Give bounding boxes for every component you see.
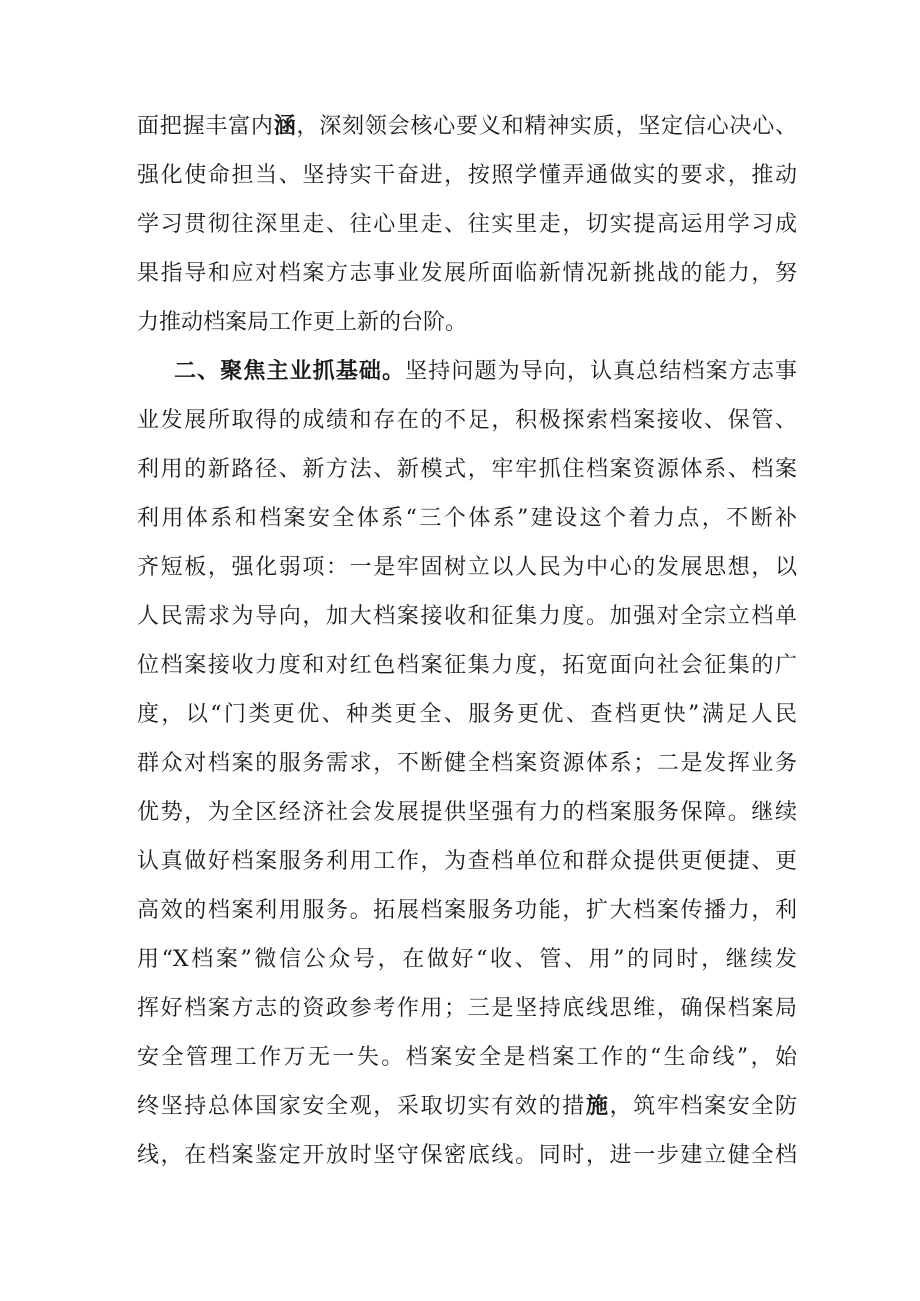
- text-line: [137, 107, 797, 147]
- bold-char: 涵: [273, 114, 297, 139]
- text-line: 强化使命担当、坚持实干奋进，按照学懂弄通做实的要求，推动: [137, 163, 797, 188]
- section-heading: 二、聚焦主业抓基础。: [174, 359, 406, 384]
- text-line: 人民需求为导向，加大档案接收和征集力度。加强对全宗立档单: [137, 604, 797, 629]
- text-segment: 坚持问题为导向，认真总结档案方志事: [405, 359, 797, 384]
- text-segment: 面把握丰富内: [137, 114, 274, 139]
- text-line: 利用的新路径、新方法、新模式，牢牢抓住档案资源体系、档案: [137, 457, 797, 482]
- text-line: 学习贯彻往深里走、往心里走、往实里走，切实提高运用学习成: [137, 212, 797, 237]
- bold-char: 施: [585, 1094, 610, 1119]
- text-line: 利用体系和档案安全体系“三个体系”建设这个着力点，不断补: [137, 506, 797, 531]
- text-line: 力推动档案局工作更上新的台阶。: [137, 310, 468, 335]
- text-segment: ，深刻领会核心要义和精神实质，坚定信心决心、: [296, 114, 797, 139]
- text-line: 认真做好档案服务利用工作，为查档单位和群众提供更便捷、更: [137, 849, 797, 874]
- text-line: 高效的档案利用服务。拓展档案服务功能，扩大档案传播力，利: [137, 898, 797, 923]
- text-line: [174, 352, 797, 392]
- text-line: [137, 1087, 797, 1127]
- text-line: 群众对档案的服务需求，不断健全档案资源体系；二是发挥业务: [137, 751, 797, 776]
- text-line: 线，在档案鉴定开放时坚守保密底线。同时，进一步建立健全档: [137, 1143, 797, 1168]
- text-segment: 终坚持总体国家安全观，采取切实有效的措: [137, 1094, 586, 1119]
- text-line: 果指导和应对档案方志事业发展所面临新情况新挑战的能力，努: [137, 261, 797, 286]
- text-line: 优势，为全区经济社会发展提供坚强有力的档案服务保障。继续: [137, 800, 797, 825]
- text-line: 挥好档案方志的资政参考作用；三是坚持底线思维，确保档案局: [137, 996, 797, 1021]
- text-line: 位档案接收力度和对红色档案征集力度，拓宽面向社会征集的广: [137, 653, 797, 678]
- text-line: 用“X档案”微信公众号，在做好“收、管、用”的同时，继续发: [137, 947, 797, 972]
- text-segment: ，筑牢档案安全防: [609, 1094, 797, 1119]
- text-line: 安全管理工作万无一失。档案安全是档案工作的“生命线”，始: [137, 1045, 797, 1070]
- text-line: 业发展所取得的成绩和存在的不足，积极探索档案接收、保管、: [137, 408, 797, 433]
- text-line: 齐短板，强化弱项：一是牢固树立以人民为中心的发展思想，以: [137, 555, 797, 580]
- text-line: 度，以“门类更优、种类更全、服务更优、查档更快”满足人民: [137, 702, 797, 727]
